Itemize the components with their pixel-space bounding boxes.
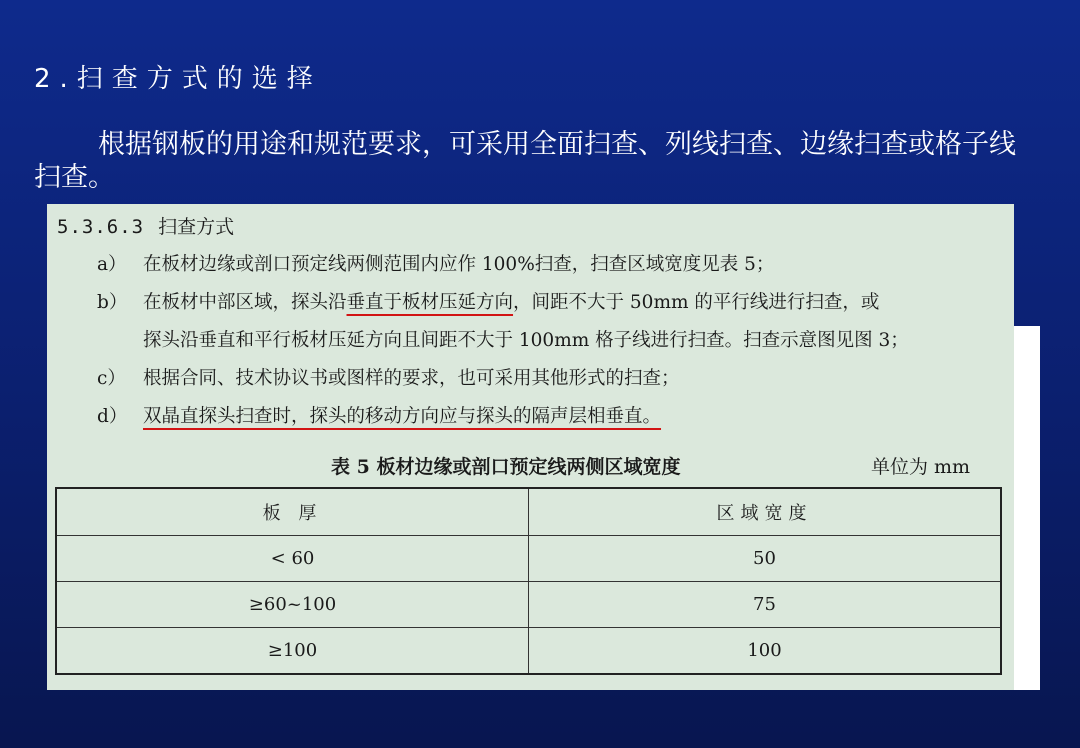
clause-line [97, 364, 680, 390]
clause-line [97, 326, 909, 352]
clause-text: 在板材边缘或剖口预定线两侧范围内应作 100%扫查，扫查区域宽度见表 5； [143, 254, 775, 275]
clause-mark: b） [97, 292, 128, 313]
clause-mark: a） [97, 254, 127, 275]
cell-width: 100 [529, 628, 1002, 675]
table-caption: 表 5 板材边缘或剖口预定线两侧区域宽度 [331, 456, 681, 478]
cell-width: 75 [529, 582, 1002, 628]
header-thickness: 板 厚 [56, 488, 529, 536]
clause-mark: d） [97, 406, 128, 427]
cell-thickness: ≥100 [56, 628, 529, 675]
section-heading [57, 212, 234, 239]
clause-text: 探头沿垂直和平行板材压延方向且间距不大于 100mm 格子线进行扫查。扫查示意图见图 3； [143, 330, 909, 351]
clause-line [97, 288, 879, 314]
clause-text: 在板材中部区域，探头沿 [143, 292, 347, 313]
clause-text: 根据合同、技术协议书或图样的要求，也可采用其他形式的扫查； [143, 368, 680, 389]
table-unit: 单位为 mm [871, 456, 971, 478]
standard-excerpt [47, 204, 1014, 690]
cell-width: 50 [529, 536, 1002, 582]
intro-paragraph: 根据钢板的用途和规范要求，可采用全面扫查、列线扫查、边缘扫查或格子线扫查。 [34, 129, 1016, 193]
section-number: 5.3.6.3 [57, 216, 145, 238]
clause-emphasis: 双晶直探头扫查时，探头的移动方向应与探头的隔声层相垂直。 [143, 406, 662, 427]
clause-line [97, 250, 774, 276]
cell-thickness: < 60 [56, 536, 529, 582]
clause-emphasis: 垂直于板材压延方向 [346, 292, 514, 313]
table-header-row [56, 488, 1001, 536]
slide-title: 2.扫查方式的选择 [34, 64, 322, 94]
table-row [56, 536, 1001, 582]
clause-text: ，间距不大于 50mm 的平行线进行扫查，或 [513, 292, 880, 313]
clause-line [97, 402, 661, 428]
header-zone-width: 区域宽度 [529, 488, 1002, 536]
clause-mark: c） [97, 368, 126, 389]
section-title: 扫查方式 [158, 216, 235, 238]
width-table [55, 487, 1002, 675]
table-row [56, 582, 1001, 628]
white-strip [1014, 326, 1040, 690]
cell-thickness: ≥60~100 [56, 582, 529, 628]
table-row [56, 628, 1001, 675]
